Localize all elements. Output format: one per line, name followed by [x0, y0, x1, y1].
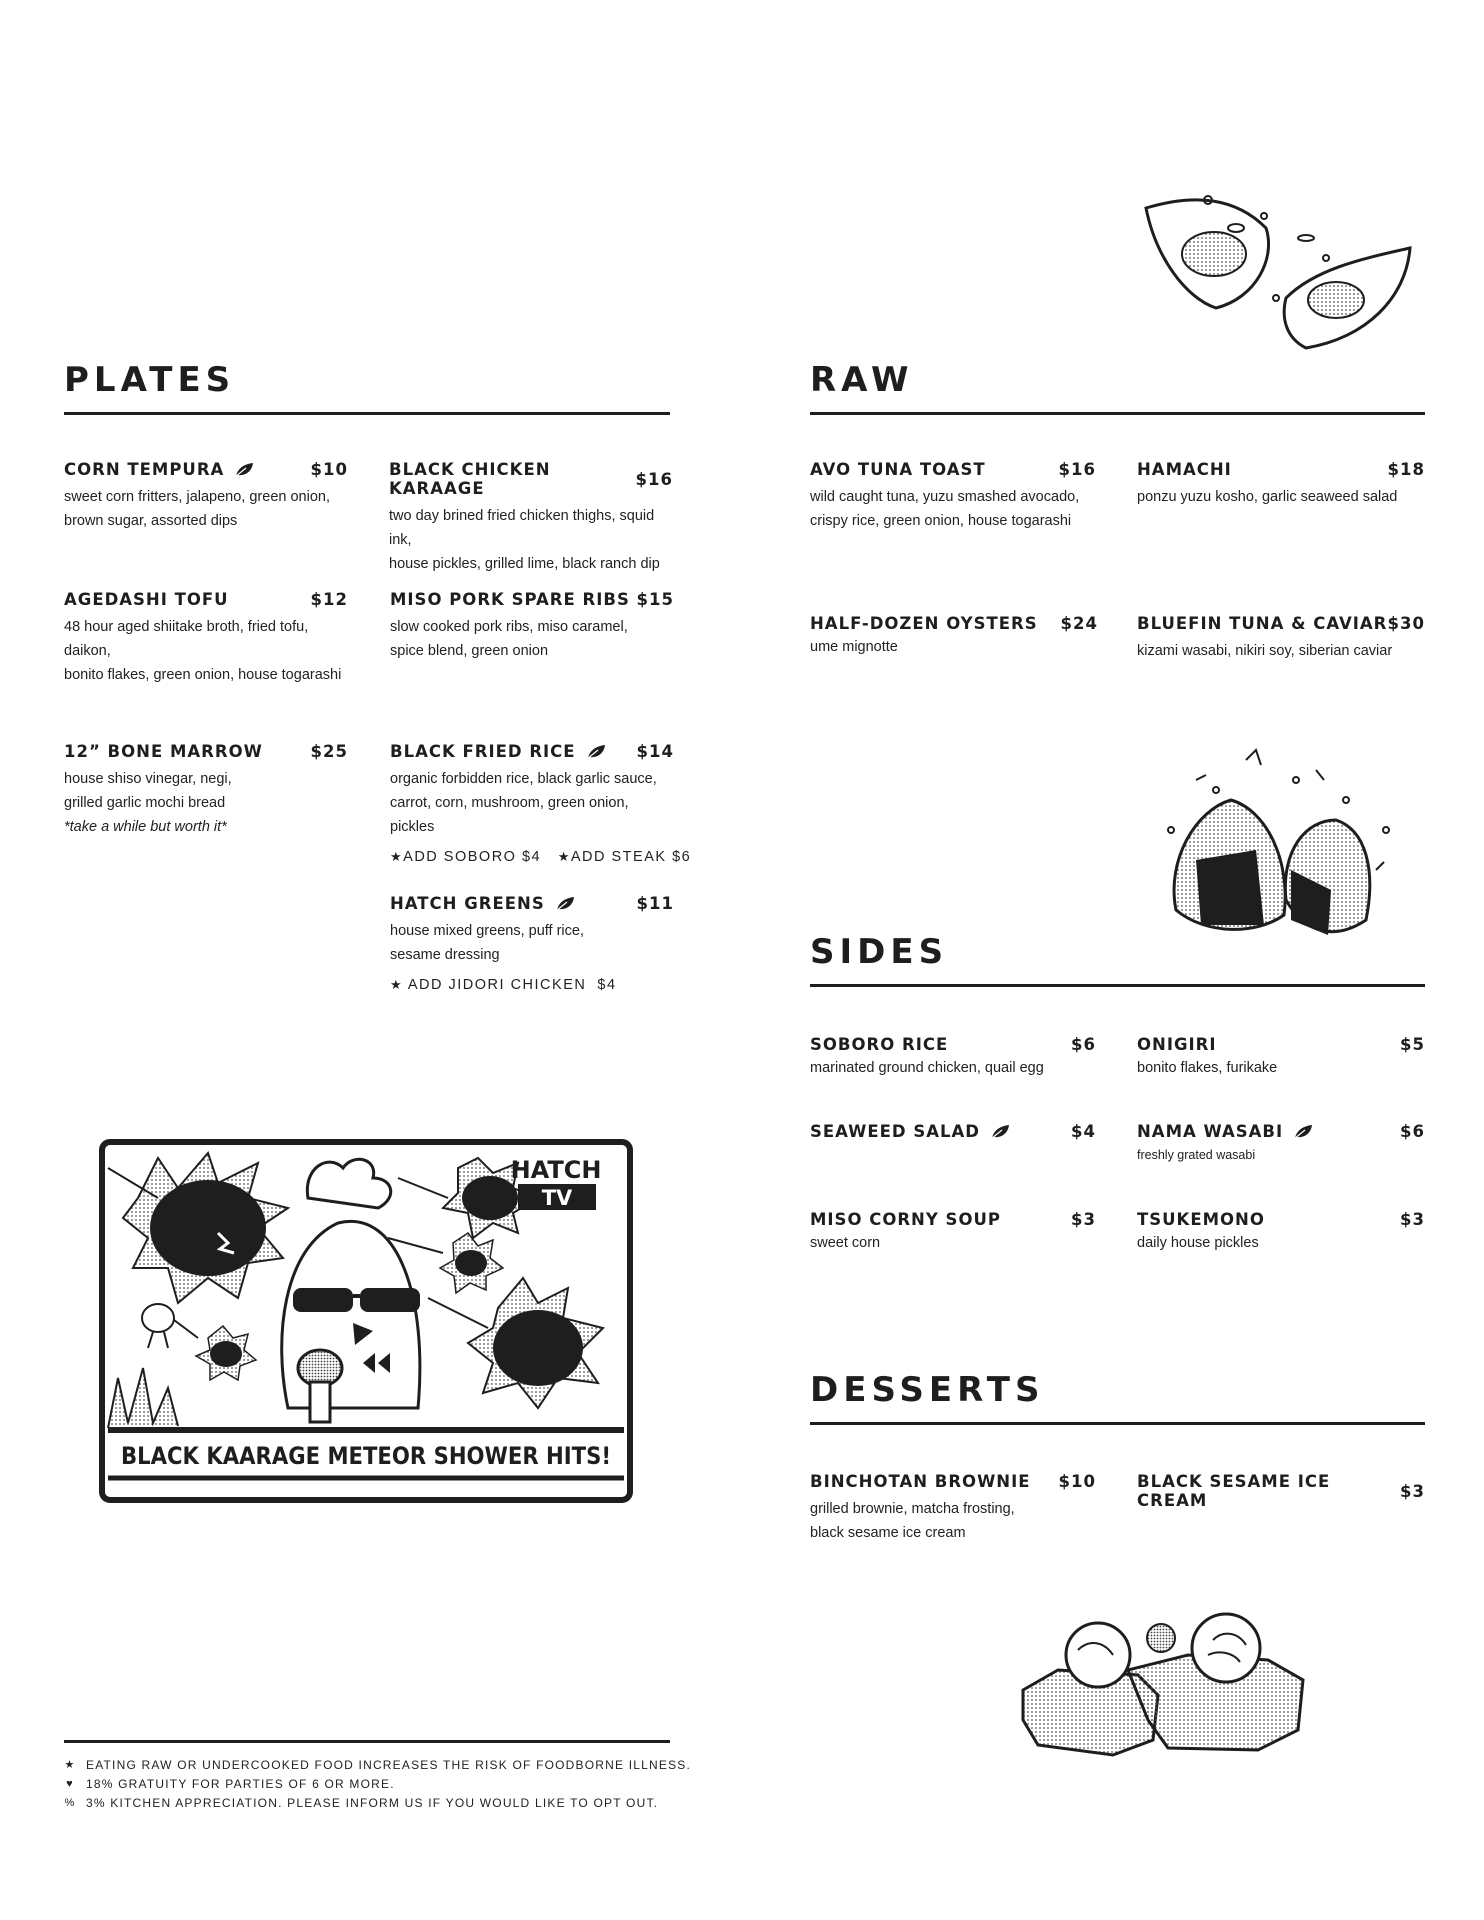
- item-addons: [390, 849, 692, 865]
- item-description: [390, 615, 674, 663]
- tv-brand-hatch: HATCH: [510, 1156, 602, 1184]
- sides-title: SIDES: [810, 932, 949, 972]
- item-name: SOBORO RICE: [810, 1035, 949, 1054]
- item-description-line: house mixed greens, puff rice,: [390, 923, 584, 939]
- desserts-rule: [810, 1422, 1425, 1425]
- item-price: $4: [1071, 1122, 1096, 1141]
- menu-item-nama-wasabi: [1137, 1122, 1425, 1167]
- item-price: $24: [1060, 614, 1098, 633]
- item-description-line: marinated ground chicken, quail egg: [810, 1060, 1044, 1076]
- leaf-icon: [1293, 1124, 1313, 1140]
- item-description-line: slow cooked pork ribs, miso caramel,: [390, 619, 628, 635]
- item-description-line: bonito flakes, green onion, house togarashi: [64, 667, 342, 683]
- item-name: MISO CORNY SOUP: [810, 1210, 1001, 1229]
- menu-item-agedashi-tofu: [64, 590, 348, 687]
- item-name: NAMA WASABI: [1137, 1122, 1284, 1141]
- item-name: BLACK CHICKEN KARAAGE: [389, 460, 551, 498]
- item-description: [810, 635, 1098, 659]
- leaf-icon: [555, 896, 575, 912]
- item-description-line: bonito flakes, furikake: [1137, 1060, 1278, 1076]
- item-description-line: grilled garlic mochi bread: [64, 795, 226, 811]
- item-description: [810, 485, 1096, 533]
- menu-item-black-sesame-ice-cream: [1137, 1472, 1425, 1510]
- item-price: $16: [635, 469, 673, 489]
- hatch-tv-illustration: [98, 1138, 634, 1506]
- item-description-line: brown sugar, assorted dips: [64, 513, 238, 529]
- menu-item-bone-marrow: [64, 742, 348, 839]
- item-description: [389, 504, 673, 576]
- footnote-text: EATING RAW OR UNDERCOOKED FOOD INCREASES THE RISK OF FOODBORNE ILLNESS.: [86, 1758, 692, 1772]
- item-description-line: house shiso vinegar, negi,: [64, 771, 232, 787]
- menu-item-black-fried-rice: [390, 742, 692, 865]
- menu-item-seaweed-salad: [810, 1122, 1096, 1141]
- item-price: $5: [1400, 1035, 1425, 1054]
- leaf-icon: [234, 462, 254, 478]
- item-price: $3: [1400, 1481, 1425, 1501]
- item-description-line: black sesame ice cream: [810, 1525, 966, 1541]
- menu-item-avo-tuna-toast: [810, 460, 1096, 533]
- footnote-text: 3% KITCHEN APPRECIATION. PLEASE INFORM US IF YOU WOULD LIKE TO OPT OUT.: [86, 1796, 659, 1810]
- tv-brand-tv: TV: [541, 1186, 573, 1210]
- item-description: [390, 767, 674, 839]
- item-name: BLACK SESAME ICE CREAM: [1137, 1472, 1331, 1510]
- item-description-line: crispy rice, green onion, house togarashi: [810, 513, 1072, 529]
- raw-title: RAW: [810, 360, 914, 400]
- item-price: $30: [1387, 614, 1425, 633]
- item-name: BLUEFIN TUNA & CAVIAR: [1137, 614, 1388, 633]
- item-price: $18: [1387, 460, 1425, 479]
- item-description-line: sweet corn: [810, 1235, 881, 1251]
- item-price: $10: [1058, 1472, 1096, 1491]
- item-price: $14: [636, 742, 674, 761]
- menu-item-soboro-rice: [810, 1035, 1096, 1080]
- item-note: *take a while but worth it*: [64, 819, 227, 835]
- item-description-line: organic forbidden rice, black garlic sauce,: [390, 771, 657, 787]
- leaf-icon: [990, 1124, 1010, 1140]
- item-name: SEAWEED SALAD: [810, 1122, 980, 1141]
- item-name: CORN TEMPURA: [64, 460, 225, 479]
- item-name: AGEDASHI TOFU: [64, 590, 229, 609]
- item-price: $16: [1058, 460, 1096, 479]
- desserts-title: DESSERTS: [810, 1370, 1045, 1410]
- item-description-line: ume mignotte: [810, 639, 898, 655]
- item-description: [810, 1231, 1096, 1255]
- item-description: [64, 767, 348, 839]
- menu-item-bluefin-tuna-caviar: [1137, 614, 1425, 663]
- item-description-line: freshly grated wasabi: [1137, 1148, 1256, 1162]
- item-description-line: sesame dressing: [390, 947, 500, 963]
- item-price: $15: [636, 590, 674, 609]
- menu-item-hatch-greens: [390, 894, 674, 993]
- item-description-line: carrot, corn, mushroom, green onion, pickles: [390, 795, 629, 835]
- menu-item-tsukemono: [1137, 1210, 1425, 1255]
- addon-steak: ADD STEAK $6: [570, 849, 692, 865]
- gyoza-illustration: [1136, 188, 1420, 354]
- item-name: MISO PORK SPARE RIBS: [390, 590, 630, 609]
- item-description: [1137, 1056, 1425, 1080]
- item-description: [1137, 1143, 1425, 1167]
- item-name: TSUKEMONO: [1137, 1210, 1265, 1229]
- item-name: BINCHOTAN BROWNIE: [810, 1472, 1031, 1491]
- leaf-icon: [586, 744, 606, 760]
- menu-item-hamachi: [1137, 460, 1425, 509]
- item-description-line: daily house pickles: [1137, 1235, 1259, 1251]
- item-name: ONIGIRI: [1137, 1035, 1217, 1054]
- percent-icon: %: [64, 1797, 76, 1809]
- item-description-line: ponzu yuzu kosho, garlic seaweed salad: [1137, 489, 1398, 505]
- menu-item-black-chicken-karaage: [389, 460, 673, 576]
- item-addons: [390, 977, 674, 993]
- item-price: $12: [310, 590, 348, 609]
- footnotes-rule: [64, 1740, 670, 1743]
- footnote-row: [64, 1756, 691, 1775]
- footnote-row: [64, 1775, 691, 1794]
- item-price: $3: [1071, 1210, 1096, 1229]
- item-description: [1137, 639, 1425, 663]
- item-description-line: sweet corn fritters, jalapeno, green onion,: [64, 489, 330, 505]
- addon-jidori-chicken: ADD JIDORI CHICKEN $4: [407, 977, 617, 993]
- item-name: BLACK FRIED RICE: [390, 742, 576, 761]
- item-description: [1137, 1231, 1425, 1255]
- item-name: 12” BONE MARROW: [64, 742, 263, 761]
- tv-headline: BLACK KAARAGE METEOR SHOWER HITS!: [121, 1442, 611, 1470]
- item-description: [810, 1056, 1096, 1080]
- star-icon: ★: [390, 849, 404, 864]
- onigiri-illustration: [1156, 740, 1408, 950]
- heart-icon: ♥: [66, 1778, 74, 1790]
- item-price: $10: [310, 460, 348, 479]
- item-name: HALF-DOZEN OYSTERS: [810, 614, 1038, 633]
- item-description: [64, 485, 348, 533]
- star-icon: ★: [64, 1759, 76, 1771]
- item-price: $25: [310, 742, 348, 761]
- plates-title: PLATES: [64, 360, 236, 400]
- sides-rule: [810, 984, 1425, 987]
- item-price: $11: [636, 894, 674, 913]
- item-description: [64, 615, 348, 687]
- footnote-text: 18% GRATUITY FOR PARTIES OF 6 OR MORE.: [86, 1777, 395, 1791]
- item-description-line: 48 hour aged shiitake broth, fried tofu, daikon,: [64, 619, 309, 659]
- item-description-line: kizami wasabi, nikiri soy, siberian caviar: [1137, 643, 1393, 659]
- footnotes: [64, 1756, 691, 1813]
- brownie-illustration: [1018, 1610, 1308, 1760]
- item-description-line: grilled brownie, matcha frosting,: [810, 1501, 1015, 1517]
- item-description-line: house pickles, grilled lime, black ranch dip: [389, 556, 660, 572]
- item-price: $6: [1400, 1122, 1425, 1141]
- item-description-line: spice blend, green onion: [390, 643, 549, 659]
- item-description-line: wild caught tuna, yuzu smashed avocado,: [810, 489, 1080, 505]
- item-description-line: two day brined fried chicken thighs, squid ink,: [389, 508, 655, 548]
- menu-item-half-dozen-oysters: [810, 614, 1098, 659]
- item-price: $3: [1400, 1210, 1425, 1229]
- item-name: HATCH GREENS: [390, 894, 545, 913]
- star-icon: ★: [557, 849, 571, 864]
- menu-item-binchotan-brownie: [810, 1472, 1096, 1545]
- star-icon: ★: [390, 977, 404, 992]
- footnote-row: [64, 1794, 691, 1813]
- plates-rule: [64, 412, 670, 415]
- item-name: AVO TUNA TOAST: [810, 460, 986, 479]
- item-name: HAMACHI: [1137, 460, 1232, 479]
- menu-item-corn-tempura: [64, 460, 348, 533]
- addon-soboro: ADD SOBORO $4: [403, 849, 542, 865]
- menu-item-onigiri: [1137, 1035, 1425, 1080]
- item-description: [810, 1497, 1096, 1545]
- menu-item-miso-pork-spare-ribs: [390, 590, 674, 663]
- item-price: $6: [1071, 1035, 1096, 1054]
- raw-rule: [810, 412, 1425, 415]
- menu-item-miso-corny-soup: [810, 1210, 1096, 1255]
- item-description: [1137, 485, 1425, 509]
- item-description: [390, 919, 674, 967]
